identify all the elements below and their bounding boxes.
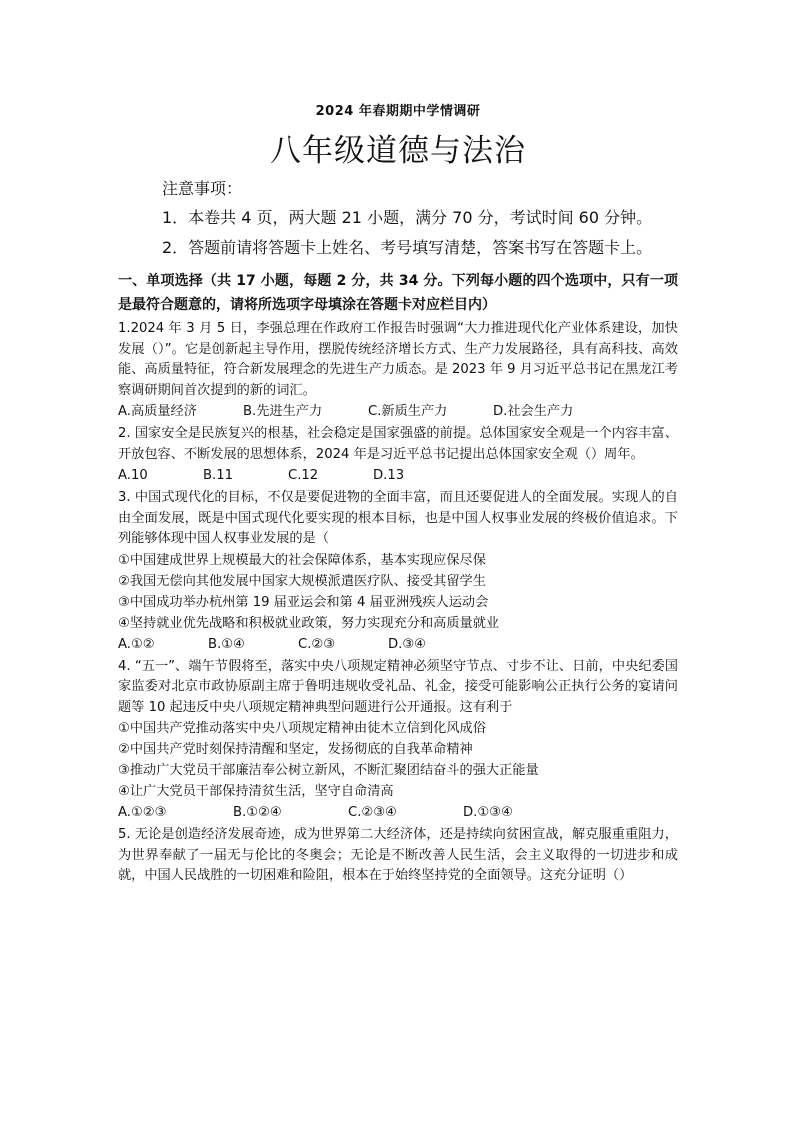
- question-2-stem: 2. 国家安全是民族复兴的根基，社会稳定是国家强盛的前提。总体国家安全观是一个内容丰富、开放包容、不断发展的思想体系，2024 年是习近平总书记提出总体国家安全观（）周年。: [118, 426, 678, 462]
- question-3-statement-1: ①中国建成世界上规模最大的社会保障体系，基本实现应保尽保: [118, 552, 486, 568]
- option-a: A.10: [118, 468, 148, 483]
- question-3-statement-2: ②我国无偿向其他发展中国家大规模派遣医疗队、接受其留学生: [118, 573, 486, 589]
- question-4-statement-2: ②中国共产党时刻保持清醒和坚定，发扬彻底的自我革命精神: [118, 742, 473, 757]
- question-3-options: [118, 635, 678, 655]
- option-b: B.先进生产力: [243, 404, 323, 419]
- question-3-statement-3: ③中国成功举办杭州第 19 届亚运会和第 4 届亚洲残疾人运动会: [118, 594, 489, 610]
- question-4-statement-3: ③推动广大党员干部廉洁奉公树立新风，不断汇聚团结奋斗的强大正能量: [118, 763, 539, 778]
- option-b: B.11: [203, 468, 234, 483]
- notice-item-1: 1．本卷共 4 页，两大题 21 小题，满分 70 分，考试时间 60 分钟。: [162, 208, 653, 227]
- option-d: D.①③④: [463, 805, 513, 820]
- question-4-statement-4: ④让广大党员干部保持清贫生活，坚守自命清高: [118, 784, 394, 799]
- option-b: B.①②④: [233, 805, 282, 820]
- section-heading: 一、单项选择（共 17 小题，每题 2 分，共 34 分。下列每小题的四个选项中，只有一项是最符合题意的，请将所选项字母填涂在答题卡对应栏目内）: [118, 273, 678, 313]
- option-d: D.③④: [388, 636, 426, 652]
- exam-title: 八年级道德与法治: [270, 133, 526, 169]
- option-d: D.13: [373, 468, 405, 483]
- option-a: A.高质量经济: [118, 404, 197, 419]
- option-c: C.新质生产力: [368, 404, 448, 419]
- option-a: A.①②③: [118, 805, 167, 820]
- option-b: B.①④: [208, 636, 245, 652]
- question-4-options: [118, 803, 678, 823]
- question-2-options: [118, 466, 678, 486]
- question-4-stem: 4. “五一”、端午节假将至，落实中央八项规定精神必须坚守节点、寸步不让、日前，中央纪委国家监委对北京市政协原副主席于鲁明违规收受礼品、礼金，接受可能影响公正执行公务的宴请问题等 10 起违反中央八项规定精神典型问题进行公开通报。这有利于: [118, 658, 678, 715]
- question-1-stem: 1.2024 年 3 月 5 日，李强总理在作政府工作报告时强调“大力推进现代化产业体系建设，加快发展（）”。它是创新起主导作用，摆脱传统经济增长方式、生产力发展路径，具有高科技、高效能、高质量特征，符合新发展理念的先进生产力质态。是 2023 年 9 月习近平总书记在黑龙江考察调研期间首次提到的新的词汇。: [118, 321, 678, 398]
- exam-subtitle: 2024 年春期期中学情调研: [315, 104, 481, 119]
- exam-page: [118, 100, 678, 887]
- option-c: C.②③: [298, 636, 336, 652]
- question-5-stem: 5. 无论是创造经济发展奇迹，成为世界第二大经济体，还是持续向贫困宣战，解克服重重阻力，为世界奉献了一届无与伦比的冬奥会；无论是不断改善人民生活，会主义取得的一切进步和成就，中国人民战胜的一切困难和险阻，根本在于始终坚持党的全面领导。这充分证明（）: [118, 827, 678, 883]
- question-3-statement-4: ④坚持就业优先战略和积极就业政策，努力实现充分和高质量就业: [118, 615, 500, 631]
- option-d: D.社会生产力: [493, 404, 574, 419]
- notice-heading: 注意事项：: [162, 179, 243, 198]
- question-1-options: [118, 402, 678, 422]
- option-c: C.12: [288, 468, 319, 483]
- question-3-stem: 3. 中国式现代化的目标，不仅是要促进物的全面丰富，而且还要促进人的全面发展。实现人的自由全面发展，既是中国式现代化要实现的根本目标，也是中国人权事业发展的终极价值追求。下列能够体现中国人权事业发展的是（: [118, 490, 678, 546]
- question-4-statement-1: ①中国共产党推动落实中央八项规定精神由徒木立信到化风成俗: [118, 721, 486, 736]
- option-c: C.②③④: [348, 805, 397, 820]
- option-a: A.①②: [118, 636, 155, 652]
- notice-item-2: 2．答题前请将答题卡上姓名、考号填写清楚，答案书写在答题卡上。: [162, 238, 653, 257]
